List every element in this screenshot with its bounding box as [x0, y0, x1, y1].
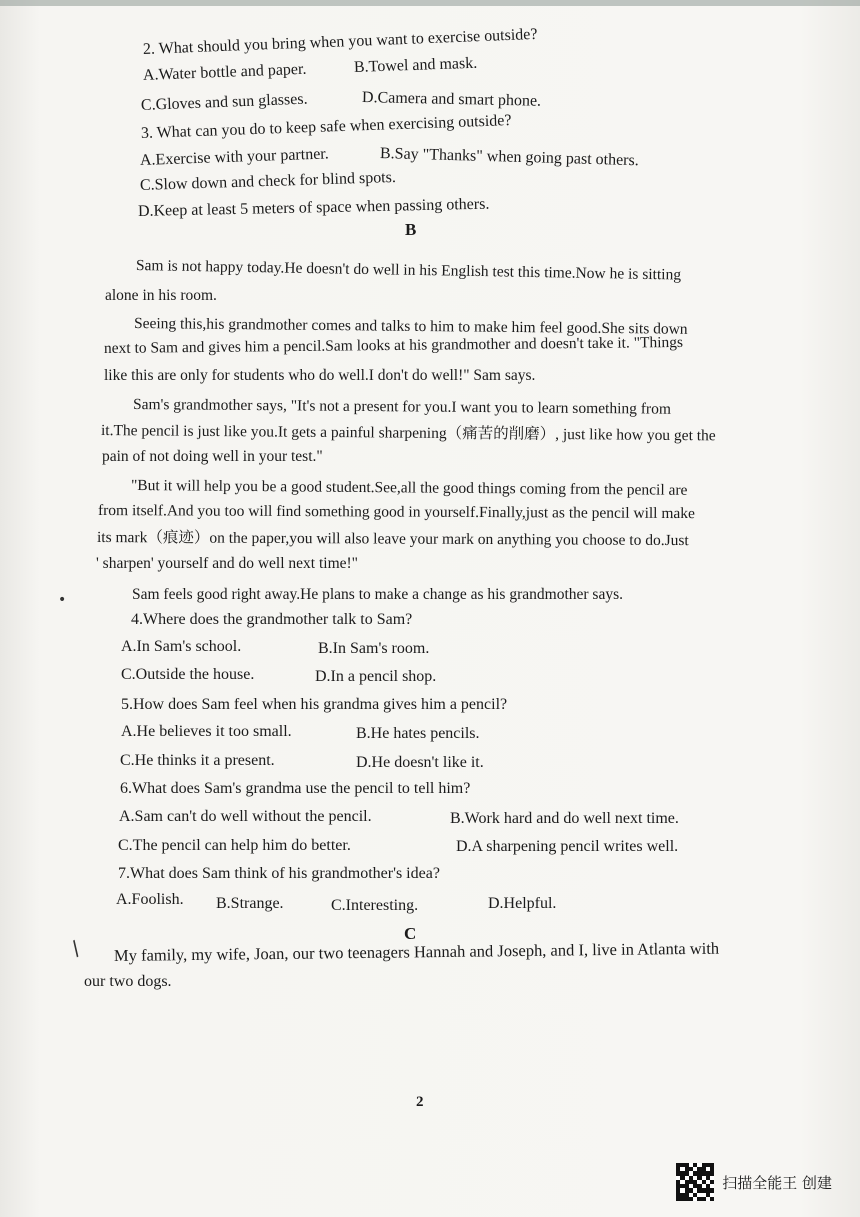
q7-option-d[interactable]: D.Helpful. — [488, 895, 557, 912]
passage-b-line-6: Sam's grandmother says, "It's not a present for you.I want you to learn something from — [132, 396, 672, 418]
q6-option-b[interactable]: B.Work hard and do well next time. — [450, 810, 679, 827]
qr-code-icon — [676, 1163, 714, 1201]
passage-b-line-1: Sam is not happy today.He doesn't do well in his English test this time.Now he is sitting — [135, 257, 682, 284]
q4-option-d[interactable]: D.In a pencil shop. — [315, 668, 437, 685]
passage-c-line-2: our two dogs. — [84, 973, 172, 990]
passage-b-line-4: next to Sam and gives him a pencil.Sam looks at his grandmother and doesn't take it. "Things — [103, 333, 684, 357]
q2-option-b[interactable]: B.Towel and mask. — [353, 54, 478, 76]
passage-b-line-12: ' sharpen' yourself and do well next time!" — [96, 555, 358, 572]
q4-option-b[interactable]: B.In Sam's room. — [318, 640, 430, 657]
q3-option-d[interactable]: D.Keep at least 5 meters of space when passing others. — [137, 195, 490, 220]
passage-b-line-11: its mark（痕迹）on the paper,you will also leave your mark on anything you choose to do.Just — [96, 529, 689, 550]
passage-b-line-9: "But it will help you be a good student.See,all the good things coming from the pencil are — [130, 477, 688, 499]
section-c-header: C — [404, 924, 417, 943]
pen-stroke: / — [66, 935, 85, 961]
question-4: 4.Where does the grandmother talk to Sam? — [131, 611, 413, 628]
q6-option-d[interactable]: D.A sharpening pencil writes well. — [456, 838, 679, 855]
q7-option-c[interactable]: C.Interesting. — [331, 897, 419, 914]
q4-option-c[interactable]: C.Outside the house. — [121, 666, 255, 683]
q5-option-c[interactable]: C.He thinks it a present. — [120, 752, 275, 769]
question-7: 7.What does Sam think of his grandmother's idea? — [118, 865, 440, 882]
passage-b-line-10: from itself.And you too will find something good in yourself.Finally,just as the pencil will make — [97, 502, 696, 523]
scanner-watermark — [676, 1163, 832, 1201]
passage-b-line-2: alone in his room. — [105, 287, 217, 304]
question-3: 3. What can you do to keep safe when exercising outside? — [140, 112, 512, 142]
passage-c-line-1: My family, my wife, Joan, our two teenagers Hannah and Joseph, and I, live in Atlanta with — [113, 938, 720, 965]
question-6: 6.What does Sam's grandma use the pencil to tell him? — [120, 780, 471, 797]
q5-option-b[interactable]: B.He hates pencils. — [356, 725, 480, 742]
passage-b-line-7: it.The pencil is just like you.It gets a painful sharpening（痛苦的削磨）, just like how you get the — [100, 422, 716, 445]
passage-b-line-3: Seeing this,his grandmother comes and talks to him to make him feel good.She sits down — [133, 315, 688, 338]
q7-option-a[interactable]: A.Foolish. — [116, 891, 184, 908]
ink-dot: • — [58, 592, 67, 608]
q2-option-c[interactable]: C.Gloves and sun glasses. — [140, 90, 308, 114]
q6-option-c[interactable]: C.The pencil can help him do better. — [118, 837, 351, 854]
question-2: 2. What should you bring when you want to exercise outside? — [142, 25, 538, 58]
q5-option-d[interactable]: D.He doesn't like it. — [356, 754, 484, 771]
q3-option-c[interactable]: C.Slow down and check for blind spots. — [139, 168, 397, 194]
q7-option-b[interactable]: B.Strange. — [216, 895, 284, 912]
q3-option-b[interactable]: B.Say "Thanks" when going past others. — [379, 145, 639, 170]
passage-b-line-13: Sam feels good right away.He plans to make a change as his grandmother says. — [132, 586, 623, 603]
passage-b-line-8: pain of not doing well in your test." — [102, 448, 323, 465]
q3-option-a[interactable]: A.Exercise with your partner. — [139, 145, 329, 169]
scan-edge — [0, 0, 860, 6]
section-b-header: B — [405, 220, 417, 239]
q2-option-a[interactable]: A.Water bottle and paper. — [142, 60, 307, 84]
watermark-text: 扫描全能王 创建 — [722, 1173, 832, 1192]
q5-option-a[interactable]: A.He believes it too small. — [121, 723, 292, 740]
q4-option-a[interactable]: A.In Sam's school. — [121, 638, 242, 655]
page-number: 2 — [416, 1094, 424, 1110]
q2-option-d[interactable]: D.Camera and smart phone. — [361, 89, 542, 110]
passage-b-line-5: like this are only for students who do well.I don't do well!" Sam says. — [104, 367, 536, 384]
question-5: 5.How does Sam feel when his grandma gives him a pencil? — [121, 696, 508, 713]
q6-option-a[interactable]: A.Sam can't do well without the pencil. — [119, 808, 372, 825]
